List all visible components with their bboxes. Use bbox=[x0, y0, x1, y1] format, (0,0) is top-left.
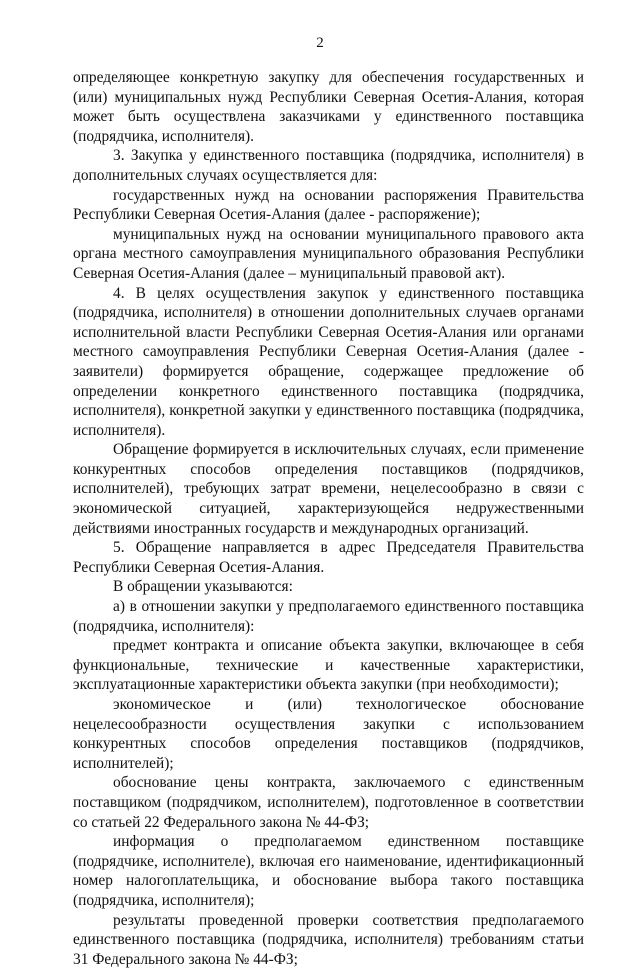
paragraph-contract-subject: предмет контракта и описание объекта закупки, включающее в себя функциональные, технические и качественные характеристики, эксплуатационные характеристики объекта закупки (при необходимости); bbox=[73, 637, 584, 694]
paragraph-subitem-a: а) в отношении закупки у предполагаемого единственного поставщика (подрядчика, исполнителя): bbox=[73, 598, 584, 635]
paragraph-item-4: 4. В целях осуществления закупок у единственного поставщика (подрядчика, исполнителя) в отношении дополнительных случаев органами исполнительной власти Республики Северная Осетия-Алания или органами местного самоуправления Республики Северная Осетия-Алания (далее - заявители) формируется обращение, содержащее предложение об определении конкретного единственного поставщика (подрядчика, исполнителя), конкретной закупки у единственного поставщика (подрядчика, исполнителя). bbox=[73, 284, 584, 439]
paragraph-item-5: 5. Обращение направляется в адрес Председателя Правительства Республики Северная Осетия-Алания. bbox=[73, 539, 584, 576]
paragraph-municipal-needs: муниципальных нужд на основании муниципального правового акта органа местного самоуправления муниципального образования Республики Северная Осетия-Алания (далее – муниципальный правовой акт). bbox=[73, 225, 584, 282]
paragraph-request-contents: В обращении указываются: bbox=[113, 578, 293, 596]
paragraph-item-3: 3. Закупка у единственного поставщика (подрядчика, исполнителя) в дополнительных случаях осуществляется для: bbox=[73, 147, 584, 184]
paragraph-price-justification: обоснование цены контракта, заключаемого с единственным поставщиком (подрядчиком, исполнителем), подготовленное в соответствии со статьей 22 Федерального закона № 44-ФЗ; bbox=[73, 774, 584, 831]
paragraph-justification: экономическое и (или) технологическое обоснование нецелесообразности осуществления закупки с использованием конкурентных способов определения поставщиков (подрядчиков, исполнителей); bbox=[73, 696, 584, 772]
paragraph-supplier-info: информация о предполагаемом единственном поставщике (подрядчике, исполнителе), включая его наименование, идентификационный номер налогоплательщика, и обоснование выбора такого поставщика (подрядчика, исполнителя); bbox=[73, 833, 584, 909]
paragraph-verification-results: результаты проведенной проверки соответствия предполагаемого единственного поставщика (подрядчика, исполнителя) требованиям статьи 31 Федерального закона № 44-ФЗ; bbox=[73, 911, 584, 968]
page-number: 2 bbox=[316, 35, 324, 51]
paragraph-continuation: определяющее конкретную закупку для обеспечения государственных и (или) муниципальных нужд Республики Северная Осетия-Алания, которая может быть осуществлена заказчиками у единственного поставщика (подрядчика, исполнителя). bbox=[73, 69, 584, 145]
paragraph-exceptional-cases: Обращение формируется в исключительных случаях, если применение конкурентных способов определения поставщиков (подрядчиков, исполнителей), требующих затрат времени, нецелесообразно в связи с экономической ситуацией, характеризующейся недружественными действиями иностранных государств и международных организаций. bbox=[73, 441, 584, 537]
document-body bbox=[73, 68, 584, 969]
paragraph-state-needs: государственных нужд на основании распоряжения Правительства Республики Северная Осетия-Алания (далее - распоряжение); bbox=[73, 186, 584, 224]
